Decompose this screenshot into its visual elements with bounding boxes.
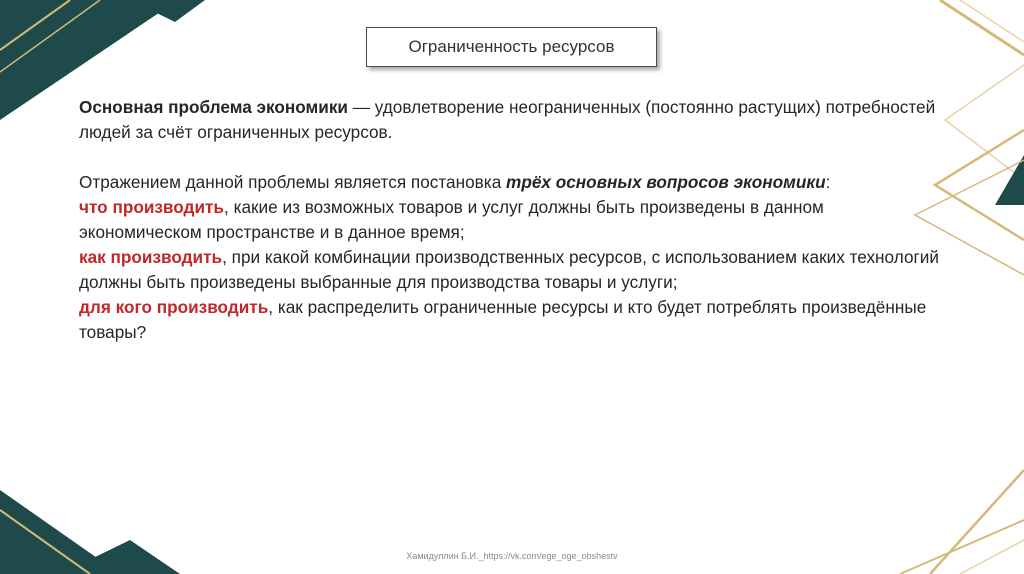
question-what bbox=[79, 195, 939, 245]
question-how-text: , при какой комбинации производственных ресурсов, с использованием каких технологий должны быть произведены выбранные для производства товары и услуги; bbox=[79, 247, 939, 292]
intro-text: — удовлетворение неограниченных (постоянно растущих) потребностей людей за счёт ограниченных ресурсов. bbox=[79, 97, 936, 142]
slide-title-box bbox=[366, 27, 657, 67]
intro-bold: Основная проблема экономики bbox=[79, 97, 348, 117]
gold-line-right-1 bbox=[940, 0, 1024, 55]
question-for-whom bbox=[79, 295, 939, 345]
slide-title: Ограниченность ресурсов bbox=[408, 37, 615, 56]
gold-diamond-right-1 bbox=[945, 65, 1024, 180]
question-for-whom-text: , как распределить ограниченные ресурсы и кто будет потреблять произведённые товары? bbox=[79, 297, 927, 342]
question-what-text: , какие из возможных товаров и услуг должны быть произведены в данном экономическом пространстве и в данное время; bbox=[79, 197, 824, 242]
question-how bbox=[79, 245, 939, 295]
reflection-paragraph bbox=[79, 170, 939, 195]
reflection-start: Отражением данной проблемы является постановка bbox=[79, 172, 507, 192]
question-what-label: что производить bbox=[79, 197, 225, 217]
gold-line-bottom-right-1 bbox=[900, 520, 1024, 574]
question-for-whom-label: для кого производить bbox=[79, 297, 269, 317]
reflection-emphasis: трёх основных вопросов экономики bbox=[506, 172, 826, 192]
intro-paragraph bbox=[79, 95, 939, 145]
question-how-label: как производить bbox=[79, 247, 223, 267]
footer-credit: Хамидуллин Б.И._https://vk.com/ege_oge_obshestv bbox=[406, 551, 618, 561]
slide-content bbox=[79, 95, 939, 345]
reflection-end: : bbox=[825, 172, 831, 192]
